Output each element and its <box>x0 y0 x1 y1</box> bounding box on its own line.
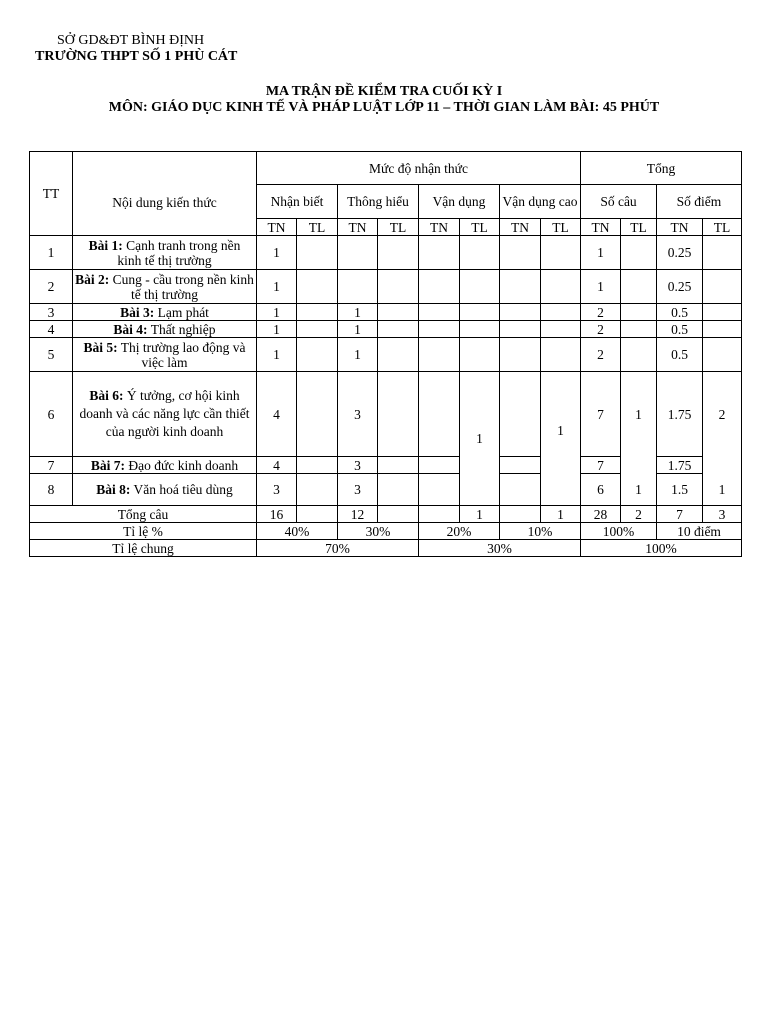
sub-tn: TN <box>419 219 460 236</box>
sub-tn: TN <box>338 219 378 236</box>
level-thong-hieu: Thông hiểu <box>338 185 419 219</box>
row-tt: 1 <box>30 236 73 270</box>
row-content <box>73 457 257 474</box>
cell-vd-tl <box>460 338 500 372</box>
cell-nb-tn: 1 <box>257 321 297 338</box>
cell-nb-tn: 3 <box>257 474 297 506</box>
cell-so-cau-tl <box>621 304 657 321</box>
total-so-diem-tl: 3 <box>703 506 742 523</box>
cell-th-tn: 1 <box>338 338 378 372</box>
lesson-title: Cung - cầu trong nền kinh tế thị trường <box>109 271 254 302</box>
cell-so-diem-tl <box>703 338 742 372</box>
row-content <box>73 321 257 338</box>
cell-so-diem-tl <box>703 304 742 321</box>
cell-th-tn: 1 <box>338 304 378 321</box>
total-so-cau-tl: 2 <box>621 506 657 523</box>
cell-vdc-tn <box>500 372 541 457</box>
cell-nb-tn: 1 <box>257 338 297 372</box>
cell-vdc-tl-merged: 1 <box>541 372 581 506</box>
cell-so-cau-tl: 1 <box>621 474 657 506</box>
row-tt: 4 <box>30 321 73 338</box>
cell-vdc-tn <box>500 304 541 321</box>
general-label: Tỉ lệ chung <box>30 540 257 557</box>
department-name: SỞ GD&ĐT BÌNH ĐỊNH <box>57 33 205 48</box>
cell-nb-tn: 1 <box>257 236 297 270</box>
cell-vd-tl <box>460 270 500 304</box>
level-nhan-biet: Nhận biết <box>257 185 338 219</box>
cell-so-diem-tn: 1.75 <box>657 372 703 457</box>
sub-tn: TN <box>257 219 297 236</box>
row-content <box>73 236 257 270</box>
cell-th-tl <box>378 474 419 506</box>
lesson-number: Bài 2: <box>75 271 110 287</box>
percent-label: Tỉ lệ % <box>30 523 257 540</box>
cell-th-tl <box>378 321 419 338</box>
cell-vdc-tn <box>500 474 541 506</box>
row-tt: 3 <box>30 304 73 321</box>
percent-th: 30% <box>338 523 419 540</box>
cell-so-cau-tn: 2 <box>581 338 621 372</box>
cell-vdc-tl <box>541 270 581 304</box>
row-content <box>73 304 257 321</box>
sub-tn: TN <box>657 219 703 236</box>
table-row <box>30 338 742 372</box>
lesson-number: Bài 1: <box>88 237 123 253</box>
percent-so-cau: 100% <box>581 523 657 540</box>
table-row <box>30 270 742 304</box>
cell-vd-tn <box>419 457 460 474</box>
total-vdc-tl: 1 <box>541 506 581 523</box>
row-content <box>73 338 257 372</box>
cell-so-diem-tl <box>703 457 742 474</box>
general-a: 70% <box>257 540 419 557</box>
cell-th-tl <box>378 236 419 270</box>
cell-th-tn: 3 <box>338 457 378 474</box>
cell-th-tn <box>338 270 378 304</box>
table-row <box>30 372 742 457</box>
cell-nb-tn: 1 <box>257 270 297 304</box>
lesson-title: Lạm phát <box>154 304 209 320</box>
cell-so-cau-tn: 1 <box>581 270 621 304</box>
cell-vdc-tn <box>500 270 541 304</box>
cell-th-tn: 1 <box>338 321 378 338</box>
exam-matrix-table <box>29 151 742 557</box>
percent-row <box>30 523 742 540</box>
cell-th-tl <box>378 457 419 474</box>
cell-nb-tn: 4 <box>257 372 297 457</box>
total-th-tn: 12 <box>338 506 378 523</box>
total-group-header: Tổng <box>581 152 742 185</box>
lesson-title: Đạo đức kinh doanh <box>125 457 239 473</box>
row-tt: 8 <box>30 474 73 506</box>
general-c: 100% <box>581 540 742 557</box>
cell-vd-tn <box>419 338 460 372</box>
cell-th-tn: 3 <box>338 474 378 506</box>
sub-tl: TL <box>460 219 500 236</box>
total-vd-tn <box>419 506 460 523</box>
cell-nb-tl <box>297 338 338 372</box>
cell-nb-tl <box>297 474 338 506</box>
cell-th-tl <box>378 338 419 372</box>
cell-th-tn: 3 <box>338 372 378 457</box>
cell-so-diem-tl: 1 <box>703 474 742 506</box>
total-th-tl <box>378 506 419 523</box>
percent-so-diem: 10 điểm <box>657 523 742 540</box>
cell-so-diem-tn: 1.75 <box>657 457 703 474</box>
sub-tl: TL <box>541 219 581 236</box>
cell-so-cau-tl <box>621 236 657 270</box>
cell-so-cau-tl <box>621 321 657 338</box>
cell-so-cau-tl <box>621 338 657 372</box>
cell-so-cau-tl <box>621 270 657 304</box>
cell-vdc-tl <box>541 304 581 321</box>
total-so-diem: Số điểm <box>657 185 742 219</box>
sub-tn: TN <box>500 219 541 236</box>
cell-so-diem-tn: 0.5 <box>657 304 703 321</box>
sub-tl: TL <box>703 219 742 236</box>
cell-nb-tl <box>297 457 338 474</box>
total-so-diem-tn: 7 <box>657 506 703 523</box>
lesson-title: Thị trường lao động và việc làm <box>117 339 246 370</box>
cell-th-tl <box>378 304 419 321</box>
cell-vdc-tn <box>500 236 541 270</box>
total-nb-tn: 16 <box>257 506 297 523</box>
cell-so-cau-tn: 2 <box>581 304 621 321</box>
lesson-number: Bài 7: <box>90 457 126 473</box>
cell-th-tl <box>378 372 419 457</box>
cell-so-cau-tn: 7 <box>581 372 621 457</box>
row-tt: 2 <box>30 270 73 304</box>
level-van-dung: Vận dụng <box>419 185 500 219</box>
percent-vd: 20% <box>419 523 500 540</box>
table-row <box>30 474 742 506</box>
cell-vdc-tl <box>541 236 581 270</box>
col-content-header: Nội dung kiến thức <box>73 152 257 236</box>
cell-vdc-tl <box>541 321 581 338</box>
cell-vdc-tn <box>500 321 541 338</box>
sub-tl: TL <box>621 219 657 236</box>
cell-vd-tn <box>419 236 460 270</box>
row-content <box>73 270 257 304</box>
cell-nb-tl <box>297 372 338 457</box>
row-tt: 6 <box>30 372 73 457</box>
cell-so-cau-tl <box>621 457 657 474</box>
total-so-cau-tn: 28 <box>581 506 621 523</box>
document-title: MA TRẬN ĐỀ KIỂM TRA CUỐI KỲ I <box>265 84 503 99</box>
table-row <box>30 321 742 338</box>
cell-so-diem-tn: 0.5 <box>657 338 703 372</box>
total-row <box>30 506 742 523</box>
document-subtitle: MÔN: GIÁO DỤC KINH TẾ VÀ PHÁP LUẬT LỚP 11 – THỜI GIAN LÀM BÀI: 45 PHÚT <box>108 100 660 115</box>
cell-nb-tl <box>297 304 338 321</box>
cell-so-diem-tl: 2 <box>703 372 742 457</box>
cell-so-cau-tl: 1 <box>621 372 657 457</box>
cell-vd-tn <box>419 304 460 321</box>
total-so-cau: Số câu <box>581 185 657 219</box>
cell-so-diem-tn: 0.25 <box>657 236 703 270</box>
general-b: 30% <box>419 540 581 557</box>
cell-vd-tn <box>419 372 460 457</box>
table-row <box>30 304 742 321</box>
row-tt: 5 <box>30 338 73 372</box>
cell-so-cau-tn: 1 <box>581 236 621 270</box>
total-vd-tl: 1 <box>460 506 500 523</box>
total-vdc-tn <box>500 506 541 523</box>
cell-so-diem-tn: 0.5 <box>657 321 703 338</box>
col-tt-header: TT <box>30 152 73 236</box>
cell-so-cau-tn: 7 <box>581 457 621 474</box>
cell-nb-tn: 4 <box>257 457 297 474</box>
cell-vdc-tn <box>500 338 541 372</box>
cell-vd-tl <box>460 236 500 270</box>
cell-th-tn <box>338 236 378 270</box>
lesson-number: Bài 3: <box>120 304 155 320</box>
total-label: Tổng câu <box>30 506 257 523</box>
level-van-dung-cao: Vận dụng cao <box>500 185 581 219</box>
row-tt: 7 <box>30 457 73 474</box>
cognitive-level-header: Mức độ nhận thức <box>257 152 581 185</box>
lesson-title: Văn hoá tiêu dùng <box>130 482 233 497</box>
cell-nb-tl <box>297 270 338 304</box>
cell-so-cau-tn: 6 <box>581 474 621 506</box>
lesson-title: Cạnh tranh trong nền kinh tế thị trường <box>117 237 241 268</box>
percent-nb: 40% <box>257 523 338 540</box>
cell-nb-tn: 1 <box>257 304 297 321</box>
cell-vd-tl <box>460 321 500 338</box>
row-content <box>73 372 257 457</box>
sub-tl: TL <box>378 219 419 236</box>
cell-vd-tl <box>460 304 500 321</box>
cell-vd-tn <box>419 321 460 338</box>
lesson-title: Thất nghiệp <box>147 321 216 337</box>
cell-so-cau-tn: 2 <box>581 321 621 338</box>
lesson-number: Bài 4: <box>113 321 148 337</box>
percent-vdc: 10% <box>500 523 581 540</box>
cell-nb-tl <box>297 321 338 338</box>
total-nb-tl <box>297 506 338 523</box>
cell-nb-tl <box>297 236 338 270</box>
table-row <box>30 457 742 474</box>
table-row <box>30 236 742 270</box>
sub-tl: TL <box>297 219 338 236</box>
row-content <box>73 474 257 506</box>
school-name: TRƯỜNG THPT SỐ 1 PHÙ CÁT <box>35 49 238 64</box>
cell-so-diem-tl <box>703 270 742 304</box>
lesson-number: Bài 6: <box>89 388 124 403</box>
cell-so-diem-tn: 0.25 <box>657 270 703 304</box>
cell-vd-tn <box>419 270 460 304</box>
lesson-number: Bài 8: <box>96 482 131 497</box>
sub-tn: TN <box>581 219 621 236</box>
cell-so-diem-tn: 1.5 <box>657 474 703 506</box>
cell-vd-tl-merged: 1 <box>460 372 500 506</box>
cell-so-diem-tl <box>703 321 742 338</box>
lesson-title: Ý tưởng, cơ hội kinh doanh và các năng lực cần thiết của người kinh doanh <box>79 388 250 439</box>
cell-vd-tn <box>419 474 460 506</box>
lesson-number: Bài 5: <box>83 339 118 355</box>
cell-th-tl <box>378 270 419 304</box>
cell-so-diem-tl <box>703 236 742 270</box>
general-ratio-row <box>30 540 742 557</box>
cell-vdc-tn <box>500 457 541 474</box>
cell-vdc-tl <box>541 338 581 372</box>
